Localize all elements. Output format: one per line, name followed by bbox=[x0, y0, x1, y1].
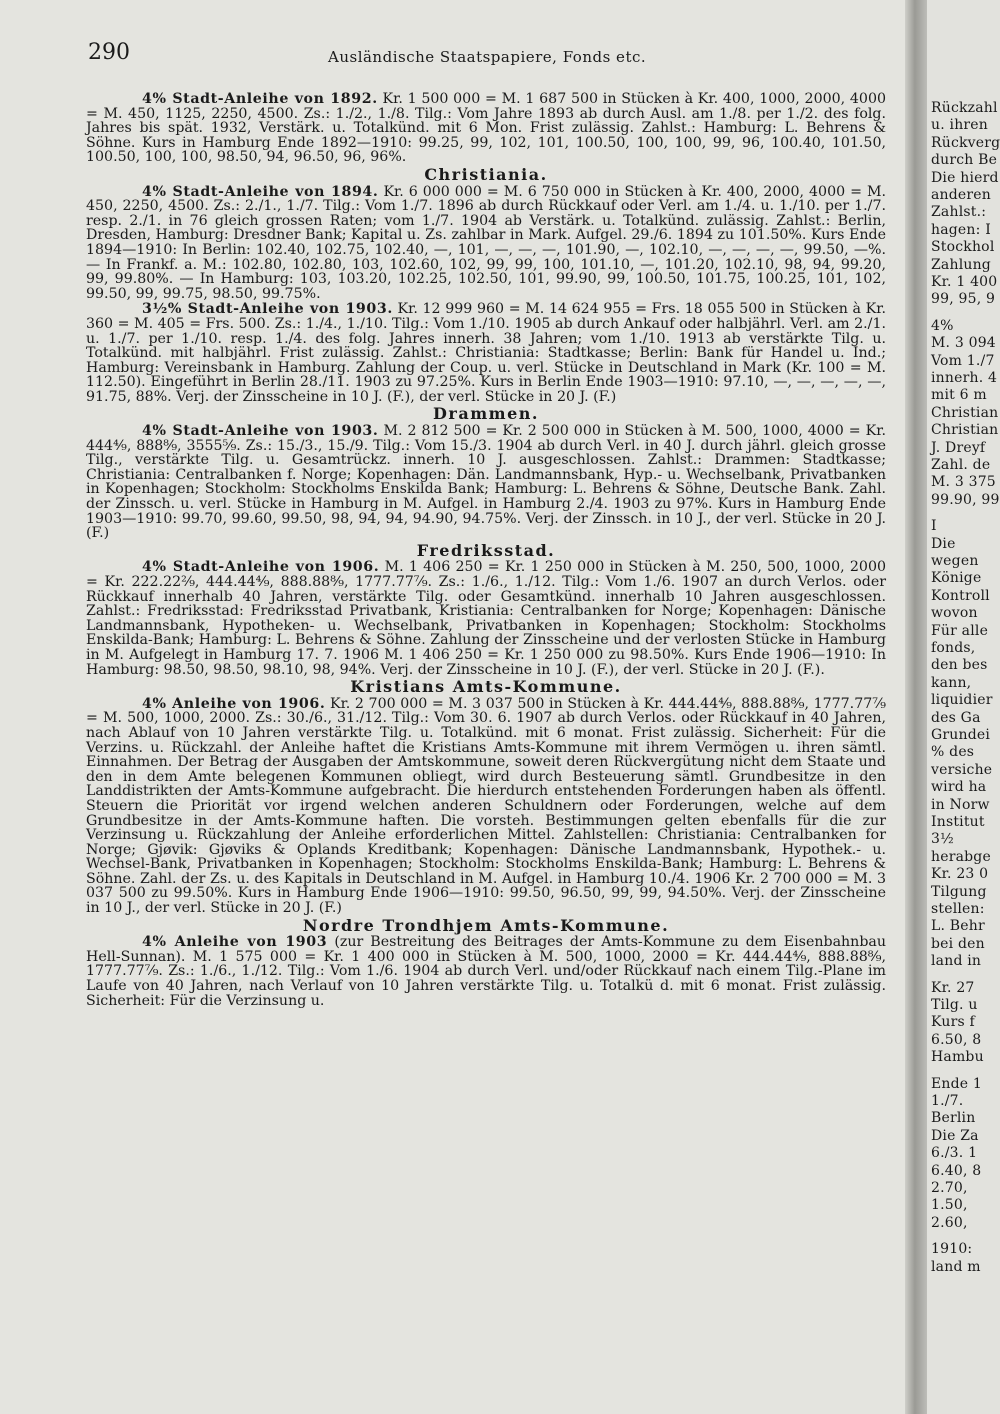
facing-page-line: M. 3 094 bbox=[931, 335, 996, 352]
entry-body: Kr. 12 999 960 = M. 14 624 955 = Frs. 18 055 500 in Stücken à Kr. 360 = M. 405 = Frs. 500. Zs.: 1./4., 1./10. Tilg.: Vom 1./10. 1905 ab durch Ankauf oder halbjährl. Verl. am 2./1. u. 1./7. per 1./10. resp. 1./4. des folg. Jahres innerh. 38 Jahren; vom 1./10. 1913 ab verstärkte Tilg. u. Totalkünd. mit halbjährl. Frist zulässig. Zahlst.: Christiania: Stadtkasse; Berlin: Bank für Handel u. Ind.; Hamburg: Vereinsbank in Hamburg. Zahlung der Coup. u. verl. Stücke in Deutschland in Mark (Kr. 100 = M. 112.50). Eingeführt in Berlin 28./11. 1903 zu 97.25%. Kurs in Berlin Ende 1903—1910: 97.10, —, —, —, —, —, 91.75, 88%. Verj. der Zinsscheine in 10 J. (F.), der verl. Stücke in 20 J. (F.) bbox=[86, 301, 886, 405]
entry-heading: 4% Anleihe von 1906. bbox=[142, 695, 326, 712]
facing-page-line: kann, bbox=[931, 674, 972, 691]
facing-page-line: Tilgung bbox=[931, 883, 987, 900]
facing-page-line: stellen: bbox=[931, 901, 985, 917]
section-title: Drammen. bbox=[433, 404, 539, 424]
entry-body: Kr. 1 500 000 = M. 1 687 500 in Stücken à Kr. 400, 1000, 2000, 4000 = M. 450, 1125, 2250, 4500. Zs.: 1./2., 1./8. Tilg.: Vom Jahre 1893 ab durch Ausl. am 1./8. per 1./2. des folg. Jahres bis spät. 1932, Verstärk. u. Totalkünd. mit 6 Mon. Frist zulässig. Zahlst.: Hamburg: L. Behrens & Söhne. Kurs in Hamburg Ende 1892—1910: 99.25, 99, 102, 101, 100.50, 100, 100, 99, 96, 100.40, 101.50, 100.50, 100, 100, 98.50, 94, 96.50, 96, 96%. bbox=[86, 91, 887, 166]
facing-page-line: Stockhol bbox=[931, 239, 995, 256]
facing-page-line: Ende 1 bbox=[931, 1075, 983, 1092]
entry-heading: 4% Anleihe von 1903 bbox=[142, 934, 328, 951]
facing-page-line: Für alle bbox=[931, 622, 989, 639]
facing-page-line: 99.90, 99 bbox=[931, 491, 1000, 508]
facing-page-line: 99, 95, 9 bbox=[931, 291, 996, 308]
facing-page-line: 2.60, bbox=[931, 1214, 968, 1231]
facing-page-line: Berlin bbox=[931, 1110, 976, 1127]
section bbox=[86, 92, 886, 165]
facing-page-line: in Norw bbox=[931, 796, 990, 813]
facing-page-line: Tilg. u bbox=[931, 997, 978, 1013]
entry-body: Kr. 6 000 000 = M. 6 750 000 in Stücken à Kr. 400, 2000, 4000 = M. 450, 2250, 4500. Zs.: 2./1., 1./7. Tilg.: Vom 1./7. 1896 ab durch Rückkauf oder Verl. am 1./4. u. 1./10. per 1./7. resp. 2./1. in 76 gleich grossen Raten; vom 1./7. 1904 ab Verstärk. u. Totalkünd. zulässig. Zahlst.: Berlin, Dresden, Hamburg: Dresdner Bank; Kapital u. Zs. zahlbar in Mark. Aufgel. 29./6. 1894 zu 101.50%. Kurs Ende 1894—1910: In Berlin: 102.40, 102.75, 102.40, —, 101, —, —, —, 101.90, —, 102.10, —, —, —, —, 99.50, —%. — In Frankf. a. M.: 102.80, 102.80, 103, 102.60, 102, 99, 99, 100, 101.10, —, 101.20, 102.10, 98, 94, 99.20, 99, 99.80%. — In Hamburg: 103, 103.20, 102.25, 102.50, 101, 99.90, 99, 100.50, 101.75, 100.25, 101, 102, 99.50, 99, 99.75, 98.50, 99.75%. bbox=[86, 183, 886, 302]
bond-entry bbox=[86, 697, 886, 916]
main-text bbox=[86, 92, 886, 1009]
page-header bbox=[88, 40, 875, 70]
facing-page-line: Christian bbox=[931, 404, 999, 421]
facing-page-line: mit 6 m bbox=[931, 387, 987, 404]
section-title: Kristians Amts-Kommune. bbox=[350, 677, 622, 697]
facing-page-line: Die Za bbox=[931, 1127, 979, 1144]
entry-body: Kr. 2 700 000 = M. 3 037 500 in Stücken à Kr. 444.44⁴⁄₉, 888.88⁸⁄₉, 1777.77⁷⁄₉ = M. 500, 1000, 2000. Zs.: 30./6., 31./12. Tilg.: Vom 30. 6. 1907 ab durch Verlos. oder Rückkauf in 40 Jahren, nach Ablauf von 10 Jahren verstärkte Tilg. u. Totalkünd. mit 6 monat. Frist zulässig. Sicherheit: Für die Verzins. u. Rückzahl. der Anleihe haftet die Kristians Amts-Kommune mit ihrem Vermögen u. ihren sämtl. Einnahmen. Der Betrag der Ausgaben der Amtskommune, soweit deren Rückvergütung nicht dem Staate und den in dem Amte belegenen Kommunen obliegt, wird durch Besteuerung sämtl. Grundbesitze in den Landdistrikten der Amts-Kommune aufgebracht. Die hierdurch entstehenden Forderungen haben als öffentl. Steuern die Priorität vor irgend welchen anderen Schuldnern oder Forderungen, welche auf dem Grundbesitze in der Amts-Kommune haften. Die vorsteh. Bestimmungen gelten ebenfalls für die zur Verzinsung u. Rückzahlung der Anleihe erforderlichen Mittel. Zahlstellen: Christiania: Centralbanken for Norge; Gjøvik: Gjøviks & Oplands Kreditbank; Kopenhagen: Dänische Landmannsbank, Hypothek.- u. Wechsel-Bank, Privatbanken in Kopenhagen; Stockholm: Stockholms Enskilda-Bank; Hamburg: L. Behrens & Söhne. Zahl. der Zs. u. des Kapitals in Deutschland in M. Aufgel. in Hamburg 10./4. 1906 Kr. 2 700 000 = M. 3 037 500 zu 99.50%. Kurs in Hamburg Ende 1906—1910: 99.50, 96.50, 99, 99, 94.50%. Verj. der Zinsscheine in 10 J., der verl. Stücke in 20 J. (F.) bbox=[86, 695, 886, 917]
bond-entry bbox=[86, 302, 886, 404]
entry-body: M. 1 406 250 = Kr. 1 250 000 in Stücken à M. 250, 500, 1000, 2000 = Kr. 222.22²⁄₉, 444.44⁴⁄₉, 888.88⁸⁄₉, 1777.77⁷⁄₉. Zs.: 1./6., 1./12. Tilg.: Vom 1./6. 1907 an durch Verlos. oder Rückkauf innerhalb 40 Jahren, verstärkte Tilg. oder Gesamtkünd. innerhalb 10 Jahren ausgeschlossen. Zahlst.: Fredriksstad: Fredriksstad Privatbank, Kristiania: Centralbanken for Norge; Kopenhagen: Dänische Landmannsbank, Hypotheken- u. Wechselbank, Privatbanken in Kopenhagen; Stockholm: Stockholms Enskilda-Bank; Hamburg: L. Behrens & Söhne. Zahlung der Zinsscheine und der verlosten Stücke in Hamburg in M. Aufgelegt in Hamburg 17. 7. 1906 M. 1 406 250 = Kr. 1 250 000 zu 98.50%. Kurs Ende 1906—1910: In Hamburg: 98.50, 98.50, 98.10, 98, 94%. Verj. der Zinsscheine in 10 J. (F.), der verl. Stücke in 20 J. (F.). bbox=[86, 559, 887, 678]
facing-page-line: 6.40, 8 bbox=[931, 1162, 982, 1179]
facing-page-line: L. Behr bbox=[931, 918, 985, 935]
section-title: Nordre Trondhjem Amts-Kommune. bbox=[302, 915, 670, 935]
facing-page-line: u. ihren bbox=[931, 117, 989, 134]
facing-page-line: Institut bbox=[931, 814, 985, 830]
facing-page-line: des Ga bbox=[931, 709, 981, 726]
facing-page-line: wegen bbox=[931, 553, 979, 569]
running-title: Ausländische Staatspapiere, Fonds etc. bbox=[328, 48, 647, 66]
facing-page-line: 6./3. 1 bbox=[931, 1145, 978, 1162]
facing-page-line: fonds, bbox=[931, 640, 976, 656]
facing-page-line: Hambu bbox=[931, 1049, 984, 1066]
facing-page-line: % des bbox=[931, 744, 975, 761]
section-title: Fredriksstad. bbox=[416, 540, 556, 560]
bond-entry bbox=[86, 560, 886, 677]
facing-page-line: Vom 1./7 bbox=[931, 352, 995, 369]
facing-page-line: I bbox=[931, 518, 937, 535]
section bbox=[86, 540, 887, 678]
facing-page-line: den bes bbox=[931, 657, 988, 674]
facing-page-line: Kr. 1 400 bbox=[931, 274, 998, 290]
entry-heading: 4% Stadt-Anleihe von 1892. bbox=[142, 91, 378, 107]
entry-heading: 4% Stadt-Anleihe von 1906. bbox=[142, 559, 380, 576]
facing-page-line: land m bbox=[931, 1258, 981, 1275]
facing-page-line: 6.50, 8 bbox=[931, 1031, 982, 1048]
facing-page-line: Kr. 27 bbox=[931, 979, 975, 996]
facing-page-line: Christian bbox=[931, 422, 999, 439]
facing-page-line: J. Dreyf bbox=[931, 439, 986, 456]
facing-page-line: 1910: bbox=[931, 1241, 973, 1258]
section-title: Christiania. bbox=[424, 164, 548, 184]
facing-page-line: Rückzahl bbox=[931, 100, 998, 116]
facing-page-line: liquidier bbox=[931, 692, 993, 709]
section bbox=[86, 677, 886, 917]
page-number: 290 bbox=[88, 40, 130, 65]
facing-page-line: Zahl. de bbox=[931, 457, 991, 473]
entry-body: M. 2 812 500 = Kr. 2 500 000 in Stücken à M. 500, 1000, 4000 = Kr. 444⁴⁄₉, 888⁸⁄₉, 3555⁵⁄₉. Zs.: 15./3., 15./9. Tilg.: Vom 15./3. 1904 ab durch Verl. in 40 J. durch jährl. gleich grosse Tilg., verstärkte Tilg. u. Gesamtrückz. innerh. 10 J. ausgeschlossen. Zahlst.: Drammen: Stadtkasse; Christiania: Centralbanken f. Norge; Kopenhagen: Dän. Landmannsbank, Hyp.- u. Wechselbank, Privatbanken in Kopenhagen; Stockholm: Stockholms Enskilda Bank; Hamburg: L. Behrens & Söhne, Deutsche Bank. Zahl. der Zinssch. u. verl. Stücke in Hamburg in M. Aufgel. in Hamburg 2./4. 1903 zu 97%. Kurs in Hamburg Ende 1903—1910: 99.70, 99.60, 99.50, 98, 94, 94, 94.90, 94.75%. Verj. der Zinssch. in 10 J., der verl. Stücke in 20 J. (F.) bbox=[86, 423, 886, 542]
entry-heading: 4% Stadt-Anleihe von 1903. bbox=[142, 423, 379, 440]
entry-heading: 4% Stadt-Anleihe von 1894. bbox=[142, 183, 379, 200]
facing-page-line: Die bbox=[931, 535, 956, 552]
facing-page-line: wovon bbox=[931, 605, 978, 622]
facing-page-line: 2.70, bbox=[931, 1180, 968, 1196]
facing-page-line: wird ha bbox=[931, 779, 987, 796]
facing-page-line: hagen: I bbox=[931, 221, 991, 238]
bond-entry bbox=[86, 185, 886, 302]
facing-page-line: M. 3 375 bbox=[931, 474, 996, 491]
facing-page-line: bei den bbox=[931, 935, 985, 952]
section bbox=[86, 164, 886, 405]
facing-page-line: 4% bbox=[931, 317, 954, 334]
bond-entry bbox=[86, 92, 886, 165]
facing-page-line: 1.50, bbox=[931, 1197, 968, 1214]
facing-page-fragment bbox=[927, 0, 1000, 1414]
facing-page-line: durch Be bbox=[931, 152, 998, 169]
facing-page-line: 1./7. bbox=[931, 1093, 964, 1109]
facing-page-line: Kurs f bbox=[931, 1014, 975, 1031]
facing-page-line: Die hierd bbox=[931, 169, 999, 186]
facing-page-line: versiche bbox=[931, 761, 993, 778]
facing-page-line: Kontroll bbox=[931, 587, 990, 604]
bond-entry bbox=[86, 424, 886, 541]
entry-body: (zur Bestreitung des Beitrages der Amts-Kommune zu dem Eisenbahnbau Hell-Sunnan). M. 1 575 000 = Kr. 1 400 000 in Stücken à M. 500, 1000, 2000 = Kr. 444.44⁴⁄₉, 888.88⁸⁄₉, 1777.77⁷⁄₉. Zs.: 1./6., 1./12. Tilg.: Vom 1./6. 1904 ab durch Verl. und/oder Rückkauf nach einem Tilg.-Plane im Laufe von 40 Jahren, nach Verlauf von 10 Jahren verstärkte Tilg. u. Totalkü d. mit 6 monat. Frist zulässig. Sicherheit: Für die Verzinsung u. bbox=[86, 934, 886, 1009]
facing-page-line: herabge bbox=[931, 848, 991, 865]
book-gutter bbox=[905, 0, 927, 1414]
facing-page-line: Könige bbox=[931, 570, 982, 587]
facing-page-line: Grundei bbox=[931, 727, 991, 743]
facing-page-line: anderen bbox=[931, 187, 992, 203]
facing-page-line: Zahlst.: bbox=[931, 204, 987, 221]
bond-entry bbox=[86, 935, 886, 1008]
section bbox=[86, 404, 886, 542]
facing-page-line: Rückverg bbox=[931, 134, 1000, 151]
facing-page-line: 3½ bbox=[931, 831, 954, 848]
facing-page-line: innerh. 4 bbox=[931, 370, 998, 386]
facing-page-line: Kr. 23 0 bbox=[931, 866, 989, 883]
section bbox=[86, 915, 886, 1009]
facing-page-line: land in bbox=[931, 953, 982, 970]
entry-heading: 3½% Stadt-Anleihe von 1903. bbox=[142, 301, 393, 318]
facing-page-line: Zahlung bbox=[931, 256, 991, 273]
